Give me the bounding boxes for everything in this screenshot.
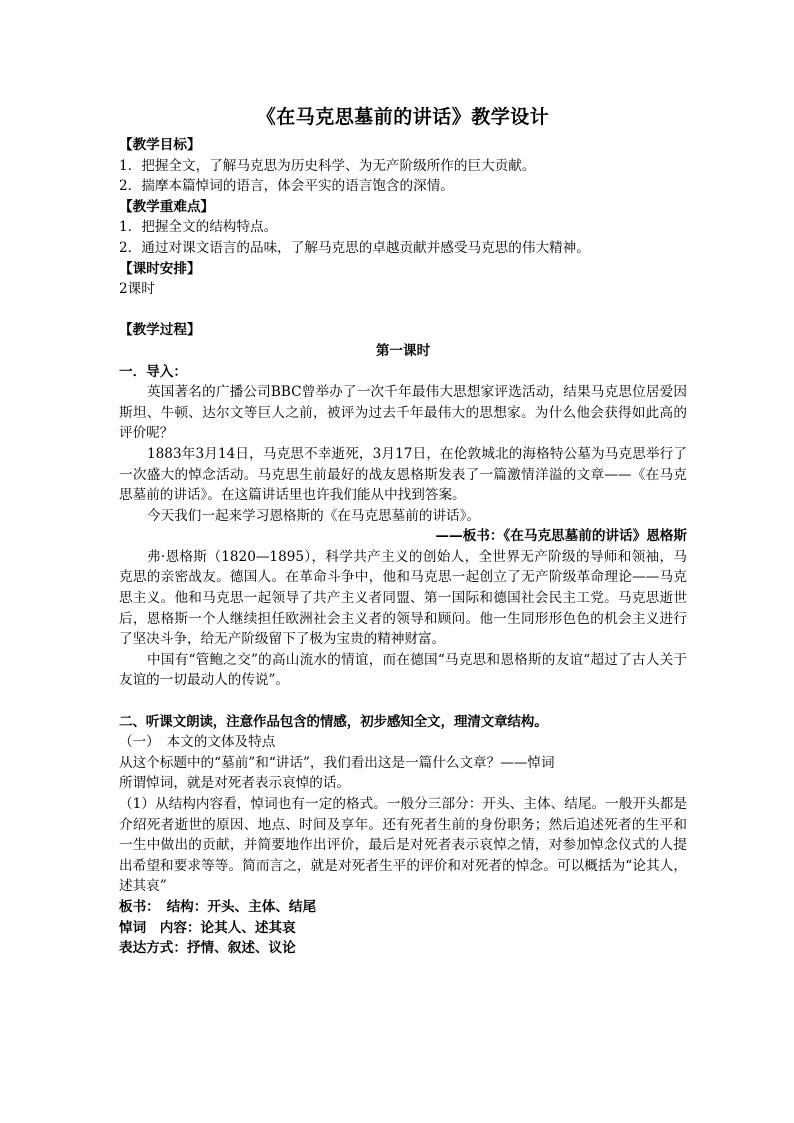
intro-heading: 一．导入： <box>119 363 187 380</box>
section-2-heading: 二、听课文朗读，注意作品包含的情感，初步感知全文，理清文章结构。 <box>119 713 548 730</box>
board-expression: 表达方式：抒情、叙述、议论 <box>119 940 296 957</box>
subsection-1-heading: （一） 本文的文体及特点 <box>119 734 276 751</box>
friendship-paragraph: 中国有“管鲍之交”的高山流水的情谊，而在德国“马克思和恩格斯的友谊“超过了古人关于友谊的一切最动人的传说”。 <box>119 651 687 689</box>
objective-item-2: 2．揣摩本篇悼词的语言，体会平实的语言饱含的深情。 <box>119 178 454 195</box>
lesson-title: 第一课时 <box>375 342 431 359</box>
schedule-value: 2课时 <box>119 281 155 298</box>
document-page <box>119 103 687 959</box>
spacer <box>119 300 687 321</box>
genre-question: 从这个标题中的“墓前”和“讲话”，我们看出这是一篇什么文章？——悼词 <box>119 754 555 771</box>
eulogy-definition: 所谓悼词，就是对死者表示哀悼的话。 <box>119 775 351 792</box>
objectives-heading: 【教学目标】 <box>119 137 201 153</box>
board-structure: 板书： 结构：开头、主体、结尾 <box>119 898 317 915</box>
board-content: 悼词 内容：论其人、述其哀 <box>119 919 296 936</box>
board-writing-title: ——板书：《在马克思墓前的讲话》恩格斯 <box>435 528 687 545</box>
engels-paragraph: 弗·恩格斯（1820—1895），科学共产主义的创始人，全世界无产阶级的导师和领袖，马克思的亲密战友。德国人。在革命斗争中，他和马克思一起创立了无产阶级革命理论——马克思主义。他和马克思一起领导了共产主义者同盟、第一国际和德国社会民主工党。马克思逝世后，恩格斯一个人继续担任欧洲社会主义者的领导和顾问。他一生同形形色色的机会主义进行了坚决斗争，给无产阶级留下了极为宝贵的精神财富。 <box>119 548 687 648</box>
spacer <box>119 691 687 712</box>
process-heading: 【教学过程】 <box>119 322 201 339</box>
key-points-heading: 【教学重难点】 <box>119 198 215 215</box>
intro-paragraph-3: 今天我们一起来学习恩格斯的《在马克思墓前的讲话》。 <box>147 507 481 524</box>
document-title: 《在马克思墓前的讲话》教学设计 <box>256 106 550 128</box>
structure-paragraph: （1）从结构内容看，悼词也有一定的格式。一般分三部分：开头、主体、结尾。一般开头都是介绍死者逝世的原因、地点、时间及享年。还有死者生前的身份职务；然后追述死者的生平和一生中做出的贡献，并简要地作出评价，最后是对死者表示哀悼之情，对参加悼念仪式的人提出希望和要求等等。简而言之，就是对死者生平的评价和对死者的悼念。可以概括为“论其人，述其哀” <box>119 796 687 895</box>
intro-paragraph-1: 英国著名的广播公司BBC曾举办了一次千年最伟大思想家评选活动，结果马克思位居爱因斯坦、牛顿、达尔文等巨人之前，被评为过去千年最伟大的思想家。为什么他会获得如此高的评价呢？ <box>119 384 687 442</box>
objective-item-1: 1．把握全文，了解马克思为历史科学、为无产阶级所作的巨大贡献。 <box>119 157 536 174</box>
key-point-item-2: 2．通过对课文语言的品味，了解马克思的卓越贡献并感受马克思的伟大精神。 <box>119 239 590 256</box>
intro-paragraph-2: 1883年3月14日，马克思不幸逝死，3月17日，在伦敦城北的海格特公墓为马克思举行了一次盛大的悼念活动。马克思生前最好的战友恩格斯发表了一篇激情洋溢的文章——《在马克思墓前的讲话》。在这篇讲话里也许我们能从中找到答案。 <box>119 445 687 504</box>
key-point-item-1: 1．把握全文的结构特点。 <box>119 219 278 236</box>
schedule-heading: 【课时安排】 <box>119 260 201 277</box>
